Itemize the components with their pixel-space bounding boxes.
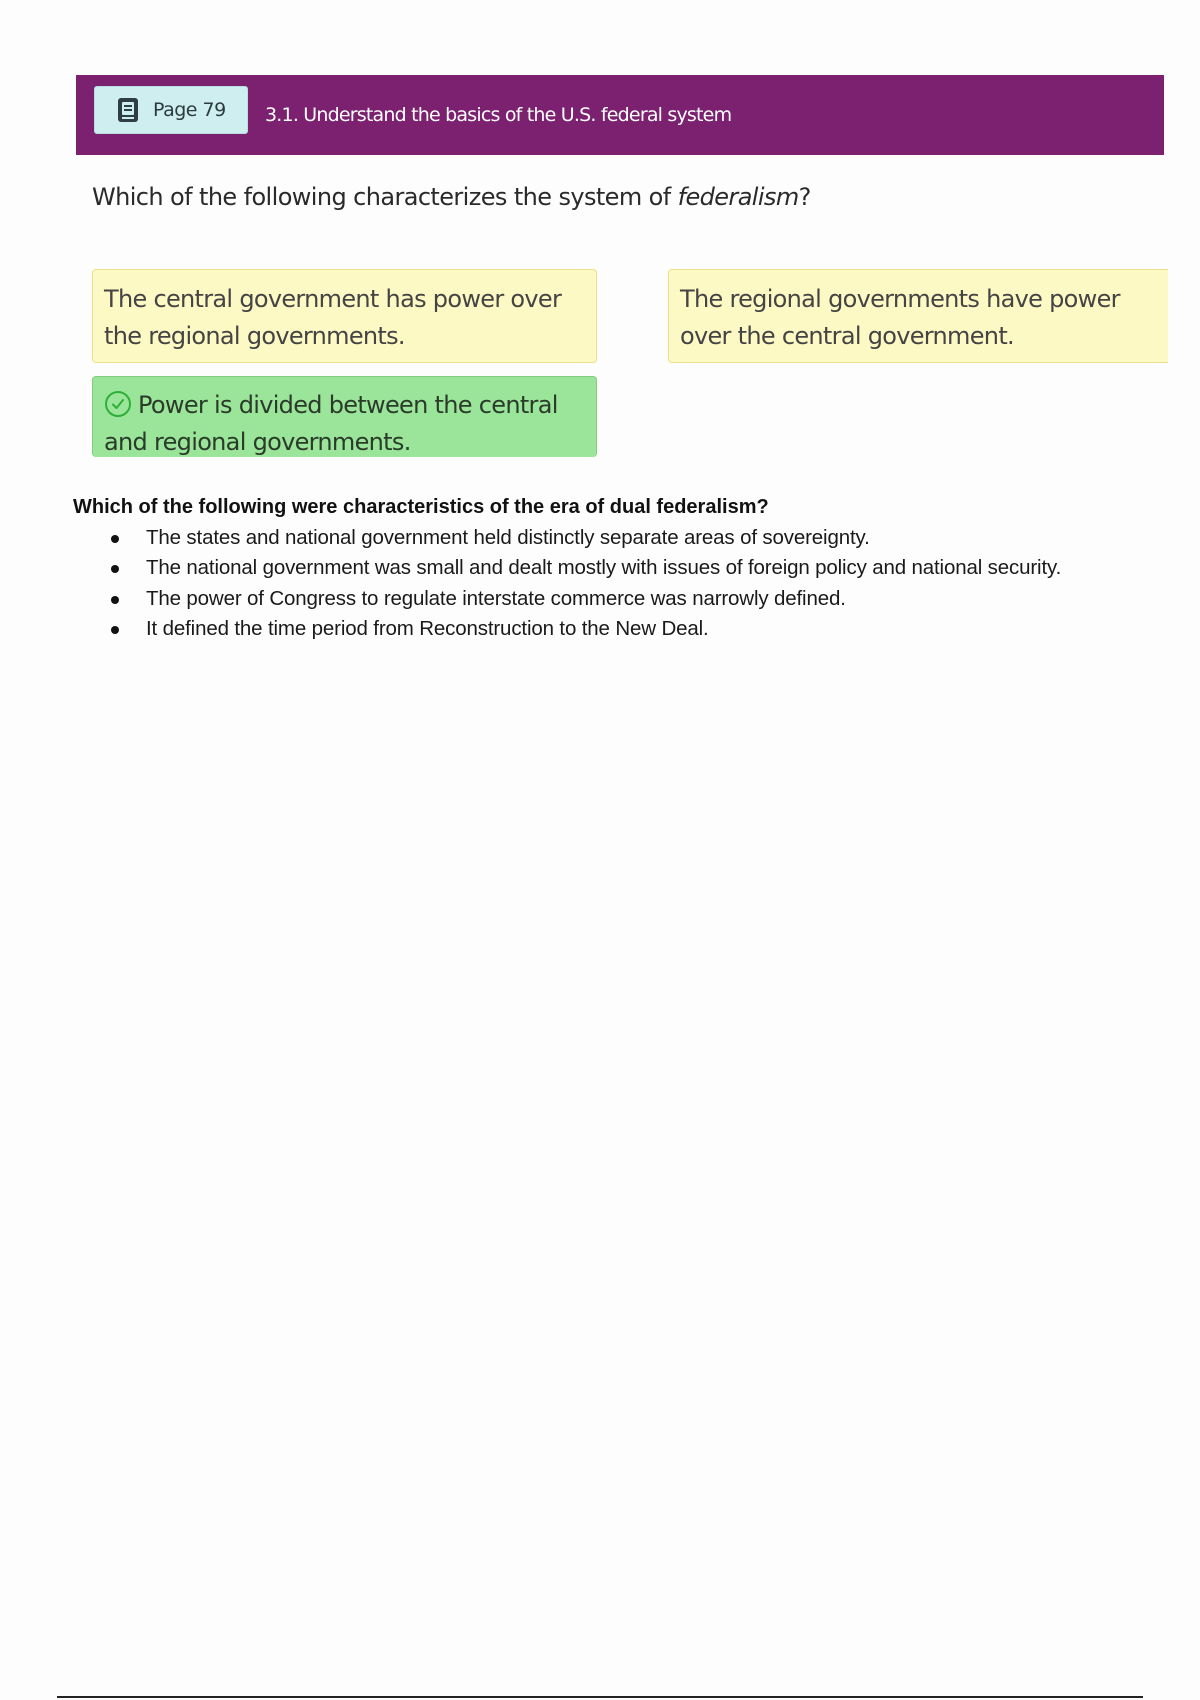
question-text [92, 183, 811, 211]
notes-list [73, 523, 1061, 644]
bullet-icon [111, 626, 119, 634]
page-label: Page 79 [153, 99, 226, 121]
answer-option-text: The regional governments have power over the central government. [680, 285, 1120, 350]
answer-option-1[interactable] [92, 269, 597, 363]
answer-option-3-correct[interactable] [92, 376, 597, 457]
list-item [73, 523, 1061, 553]
check-circle-icon [104, 390, 132, 418]
question-suffix: ? [798, 183, 811, 211]
question-prefix: Which of the following characterizes the system of [92, 183, 678, 211]
notes-heading: Which of the following were characteristics of the era of dual federalism? [73, 496, 769, 518]
list-item [73, 614, 1061, 644]
list-item [73, 584, 1061, 614]
answer-option-text: The central government has power over the regional governments. [104, 285, 562, 350]
header-bar [76, 75, 1164, 155]
bullet-icon [111, 596, 119, 604]
bullet-icon [111, 535, 119, 543]
bullet-icon [111, 565, 119, 573]
page-badge[interactable] [94, 86, 248, 134]
list-item-text: It defined the time period from Reconstruction to the New Deal. [146, 616, 709, 640]
list-item-text: The states and national government held distinctly separate areas of sovereignty. [146, 526, 870, 549]
question-emphasis: federalism [677, 183, 799, 211]
answer-option-2[interactable] [668, 269, 1168, 363]
list-item-text: The power of Congress to regulate interstate commerce was narrowly defined. [146, 586, 846, 610]
book-icon [117, 97, 139, 123]
answer-option-text: Power is divided between the central and regional governments. [104, 391, 558, 456]
list-item [73, 553, 1061, 583]
section-title: 3.1. Understand the basics of the U.S. federal system [265, 104, 732, 126]
bottom-divider [57, 1696, 1143, 1698]
list-item-text: The national government was small and dealt mostly with issues of foreign policy and national security. [146, 556, 1062, 580]
